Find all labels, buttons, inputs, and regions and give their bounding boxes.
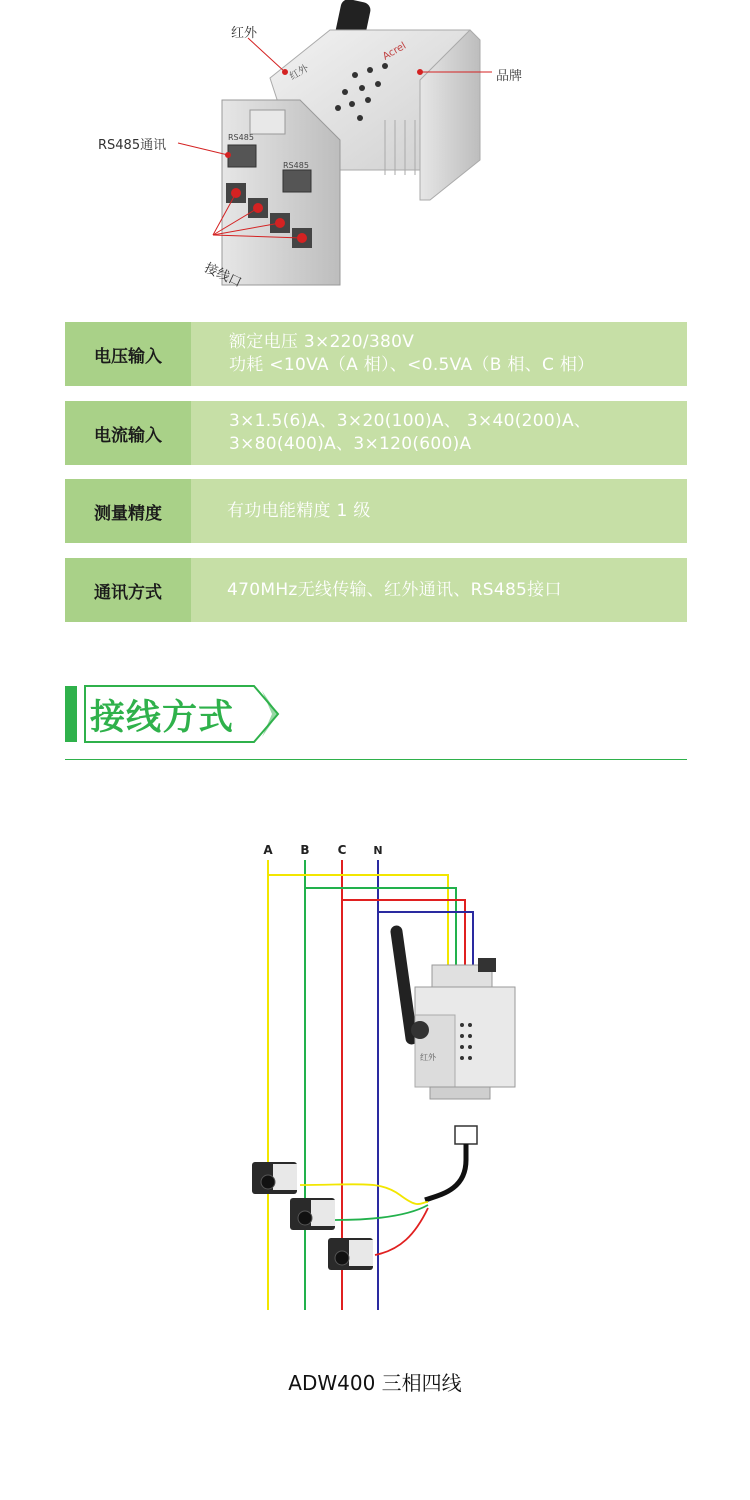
rs485-mark-left: RS485 — [228, 133, 254, 142]
spec-row-accuracy — [65, 479, 687, 543]
diagram-caption: ADW400 三相四线 — [288, 1371, 462, 1395]
meter-device — [390, 925, 515, 1099]
rs485-callout: RS485通讯 — [98, 138, 167, 153]
section-accent-bar — [65, 686, 77, 742]
phase-label-b: B — [300, 843, 310, 857]
current-transformer-a — [252, 1162, 297, 1194]
current-transformer-c — [328, 1238, 373, 1270]
spec-value — [191, 558, 687, 622]
spec-row-current — [65, 401, 687, 465]
spec-value — [191, 479, 687, 543]
spec-value-line: 3×80(400)A、3×120(600)A — [229, 434, 472, 454]
section-divider — [65, 759, 687, 760]
wiring-diagram — [0, 830, 750, 1330]
spec-value-line: 3×1.5(6)A、3×20(100)A、 3×40(200)A、 — [229, 411, 592, 431]
spec-value-line: 功耗 <10VA（A 相）、<0.5VA（B 相、C 相） — [229, 355, 595, 375]
spec-row-voltage — [65, 322, 687, 386]
spec-value-line: 额定电压 3×220/380V — [229, 332, 415, 352]
section-title: 接线方式 — [90, 698, 235, 738]
wiring-port-callout: 接线口 — [201, 260, 244, 291]
spec-value — [191, 401, 687, 465]
rj45-connector — [455, 1126, 477, 1144]
ct-wire-b — [335, 1205, 428, 1220]
device-ir-mark: 红外 — [288, 63, 311, 83]
spec-value-line: 有功电能精度 1 级 — [227, 500, 371, 521]
rs485-port-right — [283, 170, 311, 192]
phase-label-n: N — [373, 844, 383, 857]
spec-label: 电流输入 — [65, 401, 191, 465]
voltage-tap-a — [268, 875, 448, 970]
infrared-callout: 红外 — [231, 26, 258, 41]
brand-callout: 品牌 — [496, 69, 523, 84]
spec-label: 测量精度 — [65, 479, 191, 543]
current-transformer-b — [290, 1198, 335, 1230]
spec-row-communication — [65, 558, 687, 622]
rs485-cable — [425, 1144, 466, 1200]
phase-label-a: A — [263, 843, 273, 857]
spec-label: 通讯方式 — [65, 558, 191, 622]
phase-label-c: C — [337, 843, 347, 857]
device-ir-mark: 红外 — [420, 1053, 436, 1062]
spec-value — [191, 322, 687, 386]
terminal-cover — [250, 110, 285, 134]
device-brand-mark: Acrel — [381, 40, 409, 63]
spec-value-line: 470MHz无线传输、红外通讯、RS485接口 — [227, 579, 562, 600]
rs485-port-left — [228, 145, 256, 167]
spec-label: 电压输入 — [65, 322, 191, 386]
rs485-mark-right: RS485 — [283, 161, 309, 170]
